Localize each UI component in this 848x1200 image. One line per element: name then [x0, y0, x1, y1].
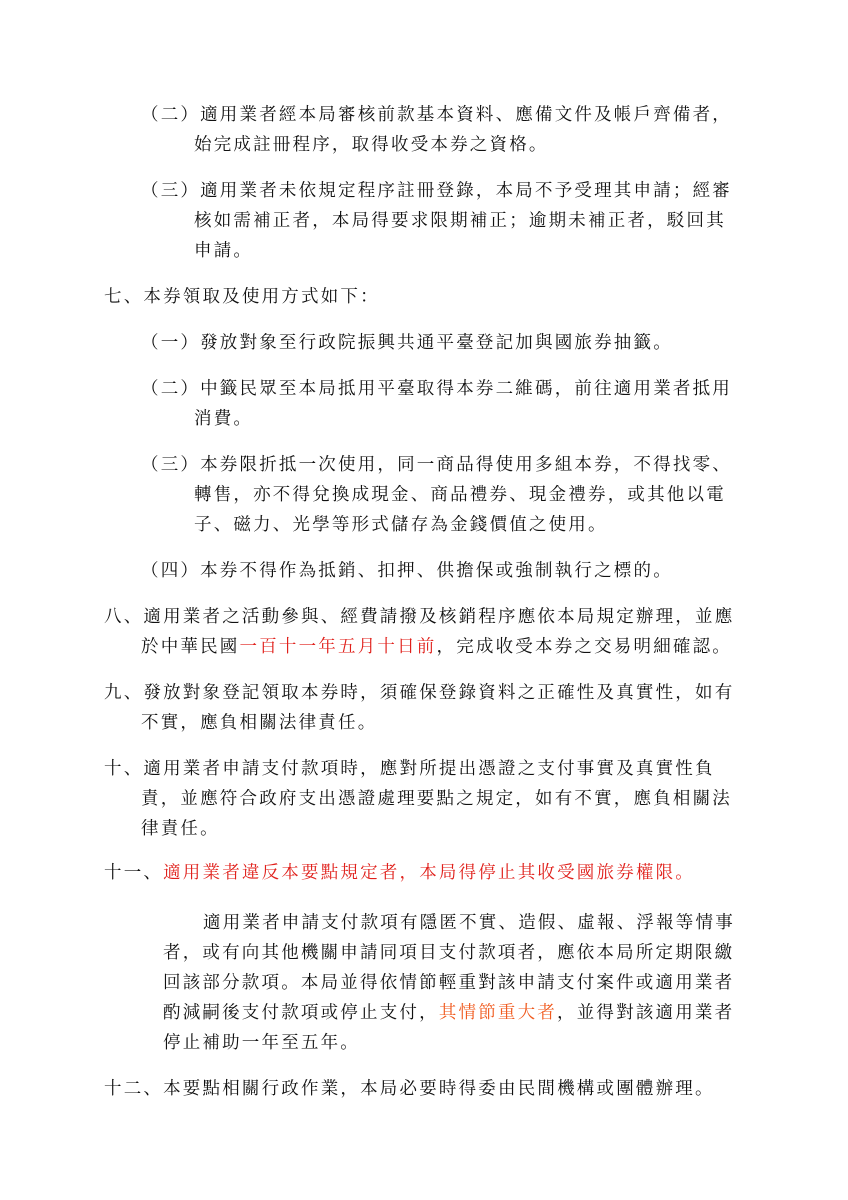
clause-6-2-line-2: 始完成註冊程序，取得收受本券之資格。	[194, 135, 549, 155]
clause-7-4-line-1: （四）本券不得作為抵銷、扣押、供擔保或強制執行之標的。	[141, 561, 673, 581]
clause-6-3-line-1: （三）適用業者未依規定程序註冊登錄，本局不予受理其申請；經審	[141, 181, 732, 201]
section-8-text: 於中華民國	[141, 637, 240, 657]
serious-case-highlight: 其情節重大者	[438, 1003, 558, 1023]
section-8-text-end: ，完成收受本券之交易明細確認。	[436, 637, 732, 657]
clause-6-2-line-1: （二）適用業者經本局審核前款基本資料、應備文件及帳戶齊備者，	[141, 105, 732, 125]
section-9-line-1: 九、發放對象登記領取本券時，須確保登錄資料之正確性及真實性，如有	[104, 683, 735, 703]
clause-7-2-line-2: 消費。	[194, 409, 254, 429]
section-11-para-line-4	[163, 1002, 734, 1024]
clause-7-3-line-1: （三）本券限折抵一次使用，同一商品得使用多組本券，不得找零、	[141, 455, 732, 475]
section-10-line-3: 律責任。	[141, 819, 220, 839]
section-9-line-2: 不實，應負相關法律責任。	[141, 713, 378, 733]
section-11-number: 十一、	[104, 863, 164, 883]
section-8-line-1: 八、適用業者之活動參與、經費請撥及核銷程序應依本局規定辦理，並應	[104, 607, 735, 627]
section-10-line-1: 十、適用業者申請支付款項時，應對所提出憑證之支付事實及真實性負	[104, 759, 715, 779]
section-11-para-line-1: 適用業者申請支付款項有隱匿不實、造假、虛報、浮報等情事	[203, 913, 735, 933]
section-7-heading: 七、本券領取及使用方式如下：	[104, 287, 380, 307]
section-11-para-line-3: 回該部分款項。本局並得依情節輕重對該申請支付案件或適用業者	[163, 973, 735, 993]
section-11-red-text: 適用業者違反本要點規定者，本局得停止其收受國旅券權限。	[163, 863, 696, 883]
clause-7-3-line-2: 轉售，亦不得兌換成現金、商品禮券、現金禮券，或其他以電	[194, 485, 726, 505]
section-12-line-1: 十二、本要點相關行政作業，本局必要時得委由民間機構或團體辦理。	[104, 1079, 715, 1099]
clause-6-3-line-3: 申請。	[194, 241, 254, 261]
section-10-line-2: 責，並應符合政府支出憑證處理要點之規定，如有不實，應負相關法	[141, 789, 732, 809]
clause-7-2-line-1: （二）中籤民眾至本局抵用平臺取得本券二維碼，前往適用業者抵用	[141, 379, 732, 399]
section-11-para-text: 酌減嗣後支付款項或停止支付，	[163, 1003, 439, 1023]
section-11-para-line-2: 者，或有向其他機關申請同項目支付款項者，應依本局所定期限繳	[163, 943, 735, 963]
clause-7-1-line-1: （一）發放對象至行政院振興共通平臺登記加與國旅券抽籤。	[141, 333, 673, 353]
deadline-highlight: 一百十一年五月十日前	[239, 637, 437, 657]
clause-7-3-line-3: 子、磁力、光學等形式儲存為金錢價值之使用。	[194, 515, 608, 535]
section-11-para-text-end: ，並得對該適用業者	[557, 1003, 735, 1023]
clause-6-3-line-2: 核如需補正者，本局得要求限期補正；逾期未補正者，駁回其	[194, 211, 726, 231]
section-8-line-2	[141, 636, 732, 658]
section-11-heading	[104, 862, 695, 884]
section-11-para-line-5: 停止補助一年至五年。	[163, 1033, 360, 1053]
